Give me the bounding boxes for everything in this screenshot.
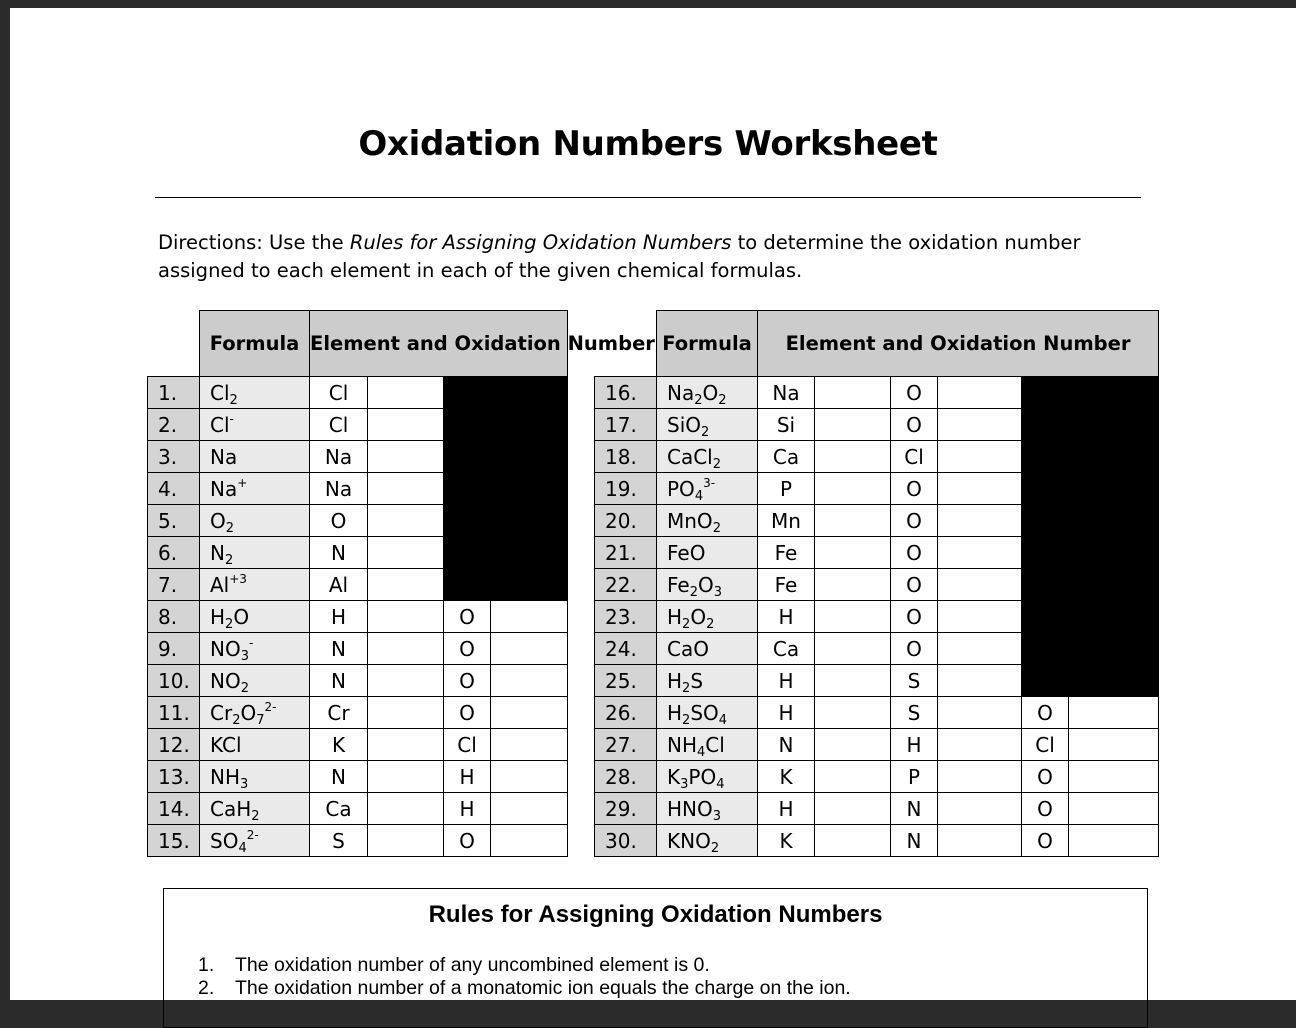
problem-number: 16.: [595, 377, 657, 409]
oxidation-number-answer[interactable]: [938, 601, 1022, 633]
unused-cell: [444, 505, 568, 537]
table-row: [148, 473, 568, 505]
oxidation-number-answer[interactable]: [368, 473, 444, 505]
unused-cell: [444, 537, 568, 569]
problem-number: 26.: [595, 697, 657, 729]
directions-prefix: Directions: Use the: [158, 231, 350, 254]
table-row: [148, 409, 568, 441]
element-symbol: Cl: [310, 377, 368, 409]
oxidation-number-answer[interactable]: [491, 601, 568, 633]
element-symbol: S: [891, 697, 938, 729]
element-symbol: Cl: [444, 729, 491, 761]
element-symbol: Cr: [310, 697, 368, 729]
element-symbol: O: [891, 569, 938, 601]
oxidation-number-answer[interactable]: [815, 377, 891, 409]
formula-cell: CaCl$_2$: [657, 441, 758, 473]
oxidation-number-answer[interactable]: [368, 377, 444, 409]
unused-cell: [1022, 473, 1159, 505]
oxidation-number-answer[interactable]: [1069, 697, 1159, 729]
formula-cell: $H_2S$: [657, 665, 758, 697]
formula-cell: FeO: [657, 537, 758, 569]
table-row: [595, 441, 1159, 473]
element-symbol: P: [891, 761, 938, 793]
oxidation-number-answer[interactable]: [938, 569, 1022, 601]
table-row: [595, 761, 1159, 793]
problem-number: 11.: [148, 697, 200, 729]
oxidation-number-answer[interactable]: [938, 825, 1022, 857]
formula-cell: $NO_3^-$: [200, 633, 310, 665]
oxidation-number-answer[interactable]: [938, 729, 1022, 761]
element-symbol: Cl: [310, 409, 368, 441]
element-column-header: Element and Oxidation Number: [310, 311, 568, 377]
element-symbol: H: [444, 793, 491, 825]
element-symbol: N: [758, 729, 815, 761]
formula-cell: Cl-: [200, 409, 310, 441]
problem-number: 15.: [148, 825, 200, 857]
element-symbol: K: [758, 761, 815, 793]
oxidation-number-answer[interactable]: [368, 665, 444, 697]
worksheet-table-right: [594, 310, 1159, 857]
formula-cell: $H_2SO_4$: [657, 697, 758, 729]
formula-cell: Na+: [200, 473, 310, 505]
problem-number: 22.: [595, 569, 657, 601]
formula-cell: $K_3PO_4$: [657, 761, 758, 793]
problem-number: 12.: [148, 729, 200, 761]
element-symbol: N: [310, 537, 368, 569]
table-row: [148, 633, 568, 665]
oxidation-number-answer[interactable]: [368, 409, 444, 441]
table-row: [148, 441, 568, 473]
table-row: [595, 825, 1159, 857]
formula-cell: $Cr_2O_7^{2-}$: [200, 697, 310, 729]
oxidation-number-answer[interactable]: [815, 441, 891, 473]
oxidation-number-answer[interactable]: [815, 729, 891, 761]
element-symbol: Na: [310, 473, 368, 505]
oxidation-number-answer[interactable]: [815, 537, 891, 569]
rule-text: The oxidation number of a monatomic ion equals the charge on the ion.: [235, 977, 851, 999]
unused-cell: [1022, 441, 1159, 473]
element-symbol: O: [891, 633, 938, 665]
unused-cell: [1022, 601, 1159, 633]
formula-cell: $HNO_3$: [657, 793, 758, 825]
unused-cell: [444, 473, 568, 505]
element-symbol: H: [758, 601, 815, 633]
formula-cell: $NH_3$: [200, 761, 310, 793]
formula-cell: KCl: [200, 729, 310, 761]
problem-number: 28.: [595, 761, 657, 793]
table-row: [595, 473, 1159, 505]
formula-cell: SiO$_2$: [657, 409, 758, 441]
table-row: [148, 537, 568, 569]
rule-number: 2.: [198, 977, 215, 999]
problem-number: 4.: [148, 473, 200, 505]
oxidation-number-answer[interactable]: [1069, 729, 1159, 761]
table-row: [148, 665, 568, 697]
rule-number: 1.: [198, 954, 215, 976]
element-symbol: Cl: [1022, 729, 1069, 761]
table-row: [595, 505, 1159, 537]
directions-suffix: to determine the oxidation number assigned to each element in each of the given chemical formulas.: [158, 231, 1081, 282]
table-row: [595, 665, 1159, 697]
problem-number: 20.: [595, 505, 657, 537]
oxidation-number-answer[interactable]: [1069, 793, 1159, 825]
oxidation-number-answer[interactable]: [815, 569, 891, 601]
oxidation-number-answer[interactable]: [815, 633, 891, 665]
element-symbol: Mn: [758, 505, 815, 537]
oxidation-number-answer[interactable]: [938, 409, 1022, 441]
formula-cell: $H_2O$: [200, 601, 310, 633]
table-row: [595, 537, 1159, 569]
problem-number: 24.: [595, 633, 657, 665]
element-symbol: O: [891, 505, 938, 537]
unused-cell: [1022, 537, 1159, 569]
rule-item: [198, 954, 851, 977]
unused-cell: [444, 377, 568, 409]
element-symbol: Si: [758, 409, 815, 441]
element-symbol: O: [891, 601, 938, 633]
element-symbol: O: [1022, 793, 1069, 825]
element-symbol: S: [310, 825, 368, 857]
unused-cell: [444, 409, 568, 441]
table-row: [595, 697, 1159, 729]
oxidation-number-answer[interactable]: [815, 761, 891, 793]
element-symbol: Na: [758, 377, 815, 409]
problem-number: 25.: [595, 665, 657, 697]
element-symbol: N: [310, 761, 368, 793]
unused-cell: [1022, 633, 1159, 665]
oxidation-number-answer[interactable]: [815, 473, 891, 505]
oxidation-number-answer[interactable]: [815, 793, 891, 825]
oxidation-number-answer[interactable]: [491, 793, 568, 825]
formula-cell: $SO_4^{2-}$: [200, 825, 310, 857]
formula-cell: $Cl_2$: [200, 377, 310, 409]
element-symbol: O: [891, 473, 938, 505]
formula-cell: CaO: [657, 633, 758, 665]
problem-number: 5.: [148, 505, 200, 537]
unused-cell: [1022, 505, 1159, 537]
oxidation-number-answer[interactable]: [938, 793, 1022, 825]
problem-number: 7.: [148, 569, 200, 601]
formula-cell: Na: [200, 441, 310, 473]
problem-number: 10.: [148, 665, 200, 697]
table-row: [148, 697, 568, 729]
oxidation-number-answer[interactable]: [491, 761, 568, 793]
table-row: [148, 377, 568, 409]
oxidation-number-answer[interactable]: [491, 697, 568, 729]
problem-number: 18.: [595, 441, 657, 473]
element-symbol: Cl: [891, 441, 938, 473]
formula-cell: $NH_4Cl$: [657, 729, 758, 761]
oxidation-number-answer[interactable]: [938, 761, 1022, 793]
oxidation-number-answer[interactable]: [368, 633, 444, 665]
table-row: [595, 377, 1159, 409]
unused-cell: [1022, 377, 1159, 409]
table-row: [595, 633, 1159, 665]
table-row: [595, 729, 1159, 761]
formula-cell: $H_2O_2$: [657, 601, 758, 633]
formula-cell: $Fe_2O_3$: [657, 569, 758, 601]
element-symbol: N: [310, 665, 368, 697]
table-row: [148, 569, 568, 601]
table-row: [148, 761, 568, 793]
oxidation-number-answer[interactable]: [368, 793, 444, 825]
element-symbol: O: [444, 665, 491, 697]
oxidation-number-answer[interactable]: [938, 441, 1022, 473]
number-column-header: [595, 311, 657, 377]
element-symbol: O: [444, 633, 491, 665]
oxidation-number-answer[interactable]: [815, 409, 891, 441]
unused-cell: [1022, 409, 1159, 441]
table-row: [148, 793, 568, 825]
problem-number: 13.: [148, 761, 200, 793]
oxidation-number-answer[interactable]: [368, 537, 444, 569]
problem-number: 27.: [595, 729, 657, 761]
oxidation-number-answer[interactable]: [938, 697, 1022, 729]
element-symbol: O: [1022, 697, 1069, 729]
table-row: [148, 729, 568, 761]
problem-number: 14.: [148, 793, 200, 825]
rule-text: The oxidation number of any uncombined element is 0.: [235, 954, 710, 976]
oxidation-number-answer[interactable]: [938, 473, 1022, 505]
oxidation-number-answer[interactable]: [938, 665, 1022, 697]
element-symbol: O: [310, 505, 368, 537]
formula-cell: MnO$_2$: [657, 505, 758, 537]
oxidation-number-answer[interactable]: [815, 697, 891, 729]
oxidation-number-answer[interactable]: [938, 505, 1022, 537]
element-symbol: H: [891, 729, 938, 761]
oxidation-number-answer[interactable]: [938, 537, 1022, 569]
directions-rules-reference: Rules for Assigning Oxidation Numbers: [349, 231, 732, 254]
element-symbol: K: [758, 825, 815, 857]
element-symbol: O: [444, 697, 491, 729]
formula-column-header: Formula: [657, 311, 758, 377]
problem-number: 8.: [148, 601, 200, 633]
oxidation-number-answer[interactable]: [938, 377, 1022, 409]
problem-number: 30.: [595, 825, 657, 857]
oxidation-number-answer[interactable]: [815, 825, 891, 857]
element-symbol: Fe: [758, 537, 815, 569]
oxidation-number-answer[interactable]: [368, 569, 444, 601]
formula-column-header: Formula: [200, 311, 310, 377]
table-row: [595, 601, 1159, 633]
oxidation-number-answer[interactable]: [368, 505, 444, 537]
problem-number: 19.: [595, 473, 657, 505]
rules-box: [163, 888, 1148, 1028]
element-symbol: H: [758, 665, 815, 697]
oxidation-number-answer[interactable]: [368, 697, 444, 729]
element-symbol: O: [891, 377, 938, 409]
element-symbol: O: [1022, 761, 1069, 793]
element-symbol: H: [758, 793, 815, 825]
problem-number: 21.: [595, 537, 657, 569]
number-column-header: [148, 311, 200, 377]
oxidation-number-answer[interactable]: [491, 665, 568, 697]
element-symbol: N: [891, 825, 938, 857]
formula-cell: $N_2$: [200, 537, 310, 569]
element-symbol: S: [891, 665, 938, 697]
element-symbol: H: [758, 697, 815, 729]
element-column-header: Element and Oxidation Number: [758, 311, 1159, 377]
unused-cell: [444, 441, 568, 473]
problem-number: 17.: [595, 409, 657, 441]
formula-cell: $Al^{+3}$: [200, 569, 310, 601]
oxidation-number-answer[interactable]: [368, 601, 444, 633]
oxidation-number-answer[interactable]: [368, 825, 444, 857]
oxidation-number-answer[interactable]: [815, 505, 891, 537]
formula-cell: $PO_4^{3-}$: [657, 473, 758, 505]
problem-number: 2.: [148, 409, 200, 441]
table-row: [148, 505, 568, 537]
problem-number: 9.: [148, 633, 200, 665]
element-symbol: Ca: [310, 793, 368, 825]
element-symbol: Fe: [758, 569, 815, 601]
table-row: [595, 793, 1159, 825]
element-symbol: N: [310, 633, 368, 665]
formula-cell: $KNO_2$: [657, 825, 758, 857]
oxidation-number-answer[interactable]: [1069, 825, 1159, 857]
formula-cell: CaH$_2$: [200, 793, 310, 825]
element-symbol: N: [891, 793, 938, 825]
rule-item: [198, 977, 851, 1000]
problem-number: 29.: [595, 793, 657, 825]
problem-number: 6.: [148, 537, 200, 569]
element-symbol: O: [444, 601, 491, 633]
rules-list: [198, 954, 851, 1000]
element-symbol: O: [891, 537, 938, 569]
oxidation-number-answer[interactable]: [938, 633, 1022, 665]
problem-number: 1.: [148, 377, 200, 409]
oxidation-number-answer[interactable]: [1069, 761, 1159, 793]
element-symbol: O: [1022, 825, 1069, 857]
table-row: [595, 409, 1159, 441]
formula-cell: $Na_2O_2$: [657, 377, 758, 409]
formula-cell: $O_2$: [200, 505, 310, 537]
element-symbol: Ca: [758, 441, 815, 473]
oxidation-number-answer[interactable]: [368, 761, 444, 793]
oxidation-number-answer[interactable]: [815, 601, 891, 633]
title-divider: [155, 197, 1141, 198]
unused-cell: [1022, 665, 1159, 697]
oxidation-number-answer[interactable]: [491, 825, 568, 857]
element-symbol: H: [310, 601, 368, 633]
page-title: Oxidation Numbers Worksheet: [358, 124, 938, 164]
oxidation-number-answer[interactable]: [491, 729, 568, 761]
oxidation-number-answer[interactable]: [491, 633, 568, 665]
table-row: [148, 825, 568, 857]
element-symbol: Al: [310, 569, 368, 601]
element-symbol: H: [444, 761, 491, 793]
table-row: [595, 569, 1159, 601]
oxidation-number-answer[interactable]: [815, 665, 891, 697]
oxidation-number-answer[interactable]: [368, 441, 444, 473]
element-symbol: O: [444, 825, 491, 857]
formula-cell: $NO_2$: [200, 665, 310, 697]
element-symbol: K: [310, 729, 368, 761]
problem-number: 3.: [148, 441, 200, 473]
element-symbol: P: [758, 473, 815, 505]
unused-cell: [444, 569, 568, 601]
element-symbol: Ca: [758, 633, 815, 665]
problem-number: 23.: [595, 601, 657, 633]
table-row: [148, 601, 568, 633]
oxidation-number-answer[interactable]: [368, 729, 444, 761]
rules-title: Rules for Assigning Oxidation Numbers: [428, 901, 883, 928]
directions: [158, 229, 1148, 285]
element-symbol: O: [891, 409, 938, 441]
element-symbol: Na: [310, 441, 368, 473]
unused-cell: [1022, 569, 1159, 601]
